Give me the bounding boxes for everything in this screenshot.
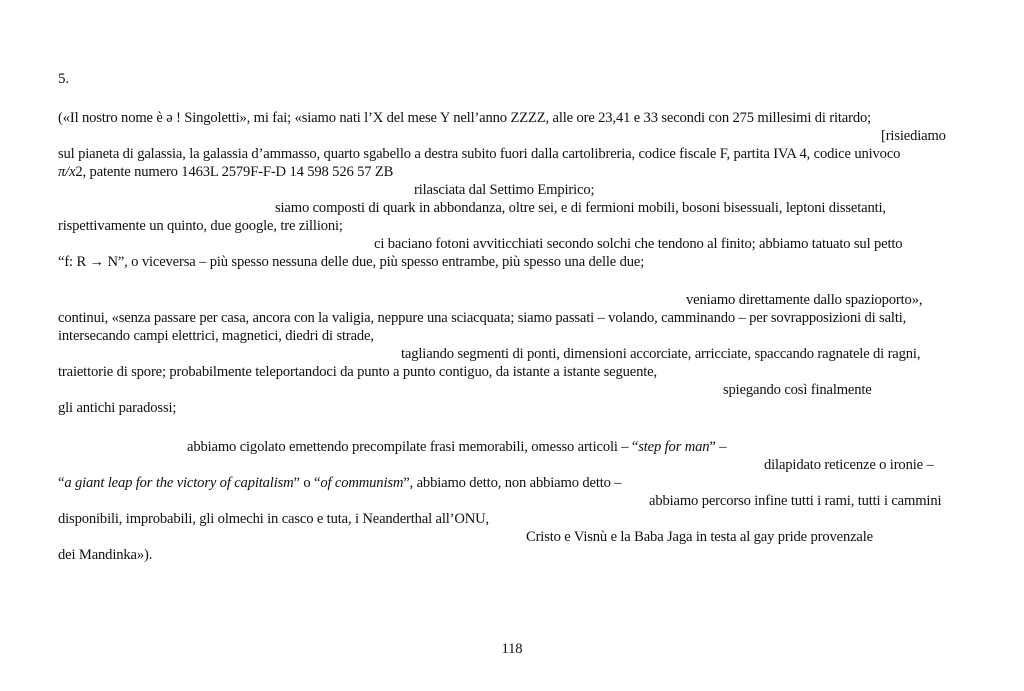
text-line [58, 145, 900, 163]
text-segment: traiettorie di spore; probabilmente teleportandoci da punto a punto contiguo, da istante a istante seguente, [58, 364, 657, 380]
text-line [374, 235, 902, 253]
text-line [58, 363, 657, 381]
text-line [58, 510, 489, 528]
text-line [58, 109, 871, 127]
text-line [649, 492, 941, 510]
text-segment: [risiediamo [881, 128, 946, 144]
italic-segment: π/x [58, 164, 76, 180]
text-segment: tagliando segmenti di ponti, dimensioni accorciate, arricciate, spaccando ragnatele di ragni, [401, 346, 921, 362]
text-segment: abbiamo percorso infine tutti i rami, tutti i cammini [649, 493, 942, 509]
text-segment: disponibili, improbabili, gli olmechi in casco e tuta, i Neanderthal all’ONU, [58, 511, 490, 527]
text-segment: intersecando campi elettrici, magnetici, diedri di strade, [58, 328, 374, 344]
text-line [686, 291, 922, 309]
text-line [58, 163, 393, 181]
text-segment: rispettivamente un quinto, due google, tre zillioni; [58, 218, 343, 234]
text-segment: ci baciano fotoni avviticchiati secondo solchi che tendono al finito; abbiamo tatuato sul petto [374, 236, 903, 252]
text-segment: spiegando così finalmente [723, 382, 872, 398]
text-segment: abbiamo cigolato emettendo precompilate frasi memorabili, omesso articoli – “ [187, 439, 639, 455]
text-segment: dilapidato reticenze o ironie – [764, 457, 934, 473]
text-segment: veniamo direttamente dallo spazioporto», [686, 292, 923, 308]
text-line [58, 327, 374, 345]
text-line [58, 217, 343, 235]
text-line [187, 438, 726, 456]
text-line [58, 399, 176, 417]
text-segment: continui, «senza passare per casa, ancora con la valigia, neppure una sciacquata; siamo passati – volando, camminando – per sovrapposizioni di salti, [58, 310, 907, 326]
text-segment: Cristo e Visnù e la Baba Jaga in testa al gay pride provenzale [526, 529, 873, 545]
text-line [881, 127, 946, 145]
text-line [275, 199, 886, 217]
text-line [58, 309, 906, 327]
text-segment: siamo composti di quark in abbondanza, oltre sei, e di fermioni mobili, bosoni bisessuali, leptoni dissetanti, [275, 200, 886, 216]
text-segment: “f: R → N”, o viceversa – più spesso nessuna delle due, più spesso entrambe, più spesso una delle due; [58, 254, 645, 270]
text-line [401, 345, 920, 363]
text-line [723, 381, 872, 399]
text-segment: sul pianeta di galassia, la galassia d’ammasso, quarto sgabello a destra subito fuori dalla cartolibreria, codice fiscale F, partita IVA 4, codice univoco [58, 146, 901, 162]
page-number: 118 [501, 641, 523, 657]
text-segment: rilasciata dal Settimo Empirico; [414, 182, 595, 198]
italic-segment: step for man [638, 439, 710, 455]
text-line [764, 456, 934, 474]
text-segment: gli antichi paradossi; [58, 400, 177, 416]
text-line [58, 546, 152, 564]
text-segment: “ [58, 475, 65, 491]
text-segment: dei Mandinka»). [58, 547, 153, 563]
italic-segment: a giant leap for the victory of capitalism [64, 475, 294, 491]
text-segment: 2, patente numero 1463L 2579F-F-D 14 598 526 57 ZB [75, 164, 394, 180]
text-segment: ” o “ [293, 475, 321, 491]
section-number: 5. [58, 71, 69, 87]
text-line [58, 253, 644, 271]
text-line [414, 181, 594, 199]
text-segment: ”, abbiamo detto, non abbiamo detto – [403, 475, 622, 491]
text-line [58, 474, 621, 492]
text-segment: ” – [709, 439, 727, 455]
italic-segment: of communism [320, 475, 404, 491]
text-line [526, 528, 873, 546]
text-segment: («Il nostro nome è ǝ ! Singoletti», mi fai; «siamo nati l’X del mese Y nell’anno ZZZZ, alle ore 23,41 e 33 secondi con 275 millesimi di ritardo; [58, 110, 872, 126]
